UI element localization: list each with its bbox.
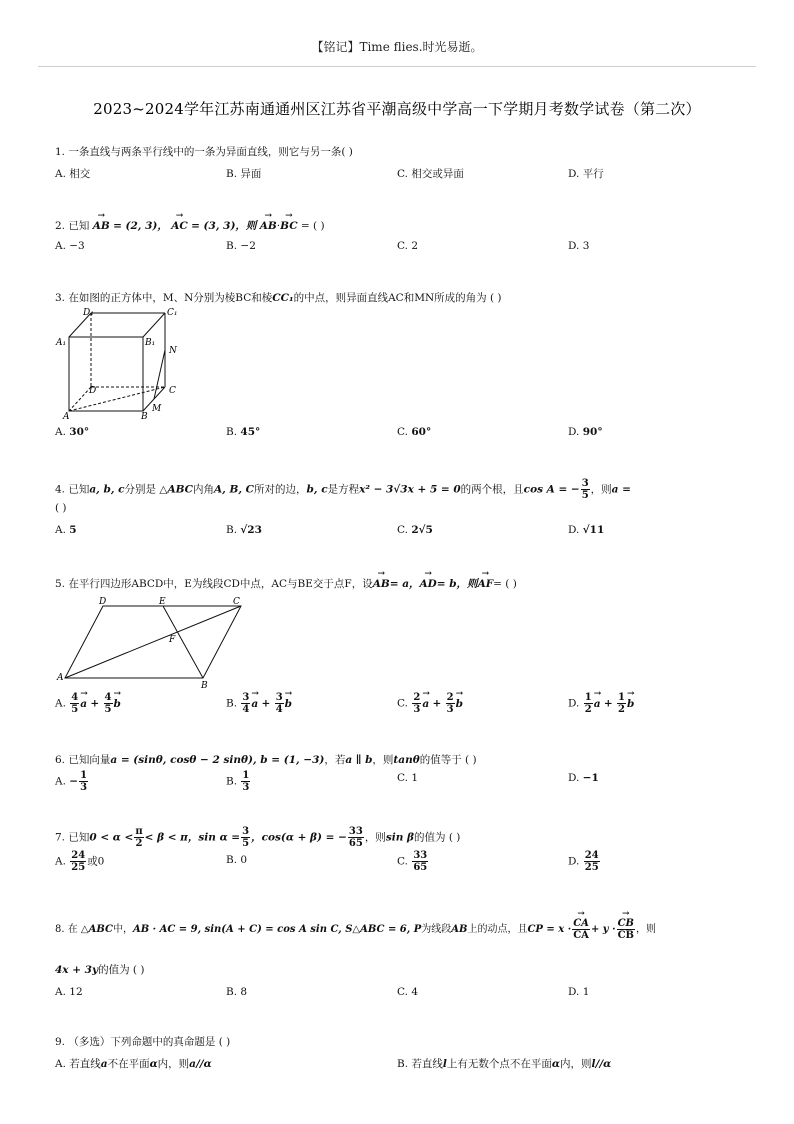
q7-s3: ，则 — [364, 831, 386, 844]
q3-option-a[interactable] — [55, 426, 89, 438]
q4-frac-den: 5 — [581, 490, 589, 501]
q8-option-d[interactable]: D. 1 — [568, 986, 590, 998]
q1-stem: 1. 一条直线与两条平行线中的一条为异面直线，则它与另一条( ) — [55, 146, 353, 158]
q3-a-label: A. — [55, 426, 66, 438]
q2-option-d[interactable]: D. 3 — [568, 240, 590, 252]
q5-b-frac1 — [241, 692, 250, 715]
q9-stem: 9. （多选）下列命题中的真命题是 ( ) — [55, 1036, 231, 1048]
q9-a-pre: A. 若直线 — [55, 1058, 101, 1070]
q4-frac-num: 3 — [581, 478, 589, 489]
q5-tail: = ( ) — [493, 578, 517, 590]
q6-a-frac — [79, 770, 88, 793]
q3-stem-text: 3. 在如图的正方体中，M、N分别为棱BC和棱 — [55, 292, 273, 304]
q2-option-b[interactable]: B. −2 — [226, 240, 256, 252]
q4-s2: 分别是 △ — [124, 483, 168, 496]
q8-s2: 中， — [112, 924, 133, 935]
q5-option-a[interactable] — [55, 692, 121, 715]
q3-c-value: 60° — [411, 426, 432, 438]
q5-vec-ab: → AB — [373, 578, 390, 590]
q8-plus: + y · — [590, 924, 616, 935]
header-divider — [38, 66, 756, 67]
q5-d-frac1-den: 2 — [584, 704, 592, 715]
q4-tri: ABC — [167, 483, 194, 496]
q5-a-frac1 — [70, 692, 79, 715]
q5-b-frac1-den: 4 — [242, 704, 250, 715]
q8-s3: 为线段 — [421, 924, 452, 935]
q3-c-label: C. — [397, 426, 408, 438]
q7-d-label: D. — [568, 855, 580, 868]
q4-c-label: C. — [397, 524, 408, 536]
q5-a-frac2 — [104, 692, 113, 715]
cube-label-c1: C₁ — [167, 308, 178, 318]
q5-c-vec-b: → b — [456, 698, 463, 710]
cube-label-b: B — [141, 412, 148, 422]
q7-sin-den: 5 — [242, 838, 250, 849]
q5-d-vec-a: → a — [594, 698, 601, 710]
q7-d-den: 25 — [584, 862, 599, 873]
cube-label-m: M — [152, 404, 162, 414]
q3-stem-text2: 的中点，则异面直线AC和MN所成的角为 ( ) — [293, 292, 502, 304]
para-label-f: F — [169, 635, 176, 645]
q5-c-frac1-den: 3 — [413, 704, 421, 715]
cube-label-d1: D₁ — [83, 308, 94, 318]
q8-s6: 的值为 ( ) — [98, 964, 145, 976]
q8-cb-num: → CB — [617, 918, 635, 930]
q7-option-c[interactable] — [397, 850, 429, 873]
q7-d-frac — [584, 850, 600, 873]
q4-option-b[interactable] — [226, 524, 262, 536]
q6-option-a[interactable] — [55, 770, 89, 793]
q7-cos-den: 65 — [348, 838, 363, 849]
q6-b-den: 3 — [242, 782, 250, 793]
q7-s4: 的值为 ( ) — [413, 831, 461, 844]
q5-b-frac2-num: 3 — [275, 692, 283, 703]
cube-label-n: N — [169, 346, 177, 356]
q5-c-label: C. — [397, 697, 408, 710]
q6-s2: ，若 — [324, 754, 346, 766]
q4-b-value: √23 — [240, 524, 262, 536]
q5-c-frac1 — [412, 692, 421, 715]
para-label-d: D — [99, 597, 107, 607]
q4-c-value: 2√5 — [411, 524, 433, 536]
q8-expr: 4x + 3y — [55, 964, 99, 976]
q6-a-label: A. — [55, 775, 66, 788]
q4-s5: 是方程 — [327, 483, 360, 496]
q5-c-frac2 — [446, 692, 455, 715]
q5-c-plus: + — [432, 697, 442, 710]
q4-a-label: A. — [55, 524, 66, 536]
q7-option-b[interactable]: B. 0 — [226, 854, 248, 866]
q7-pi-den: 2 — [135, 838, 143, 849]
q7-a-tail: 或0 — [87, 855, 105, 868]
q4-option-d[interactable] — [568, 524, 604, 536]
q9-a-m1: a — [100, 1058, 108, 1070]
q4-s6: 的两个根，且 — [460, 483, 524, 496]
q8-frac-cb — [617, 918, 635, 941]
page-header: 【铭记】Time flies.时光易逝。 — [311, 40, 483, 54]
q4-b-label: B. — [226, 524, 238, 536]
q6-vectors: a = (sinθ, cosθ − 2 sinθ), b = (1, −3) — [110, 754, 325, 766]
q5-a-frac2-num: 4 — [104, 692, 112, 703]
q7-sinb: sin β — [385, 831, 414, 844]
q7-cos-frac — [348, 826, 364, 849]
q8-tri: ABC — [88, 924, 113, 935]
q7-sin: sin α = — [198, 831, 241, 844]
q8-option-b[interactable]: B. 8 — [226, 986, 248, 998]
q5-a-frac2-den: 5 — [104, 704, 112, 715]
q9-b-mid: 上有无数个点不在平面 — [446, 1058, 552, 1070]
para-label-a: A — [57, 673, 64, 683]
q6-d-label: D. — [568, 772, 580, 784]
q7-cos-num: 33 — [348, 826, 363, 837]
q2-vec-dot1: → AB — [260, 220, 277, 232]
q5-d-frac2-num: 1 — [618, 692, 625, 703]
q1-option-b[interactable]: B. 异面 — [226, 168, 262, 180]
q5-d-frac2-den: 2 — [618, 704, 625, 715]
q8-cp: CP = x · — [527, 924, 572, 935]
q5-b-label: B. — [226, 697, 238, 710]
q5-c-frac2-den: 3 — [446, 704, 454, 715]
q5-stem — [55, 576, 517, 591]
q6-s1: 6. 已知向量 — [55, 754, 111, 766]
q5-a-vec-b: → b — [114, 698, 121, 710]
q5-b-frac2-den: 4 — [275, 704, 283, 715]
q6-parallel: a ∥ b — [345, 754, 373, 766]
q2-ac-val: = (3, 3)，则 — [191, 220, 257, 232]
q4-s1: 4. 已知 — [55, 483, 90, 496]
para-label-c: C — [233, 597, 240, 607]
q4-angs: A, B, C — [214, 483, 255, 496]
q4-s7: ，则 — [590, 483, 612, 496]
para-label-e: E — [159, 597, 166, 607]
q5-option-d[interactable] — [568, 692, 634, 715]
q8-ca-num: → CA — [572, 918, 590, 930]
q7-a-num: 24 — [71, 850, 86, 861]
q5-a-vec-a: → a — [80, 698, 87, 710]
q5-d-frac2 — [617, 692, 626, 715]
q7-a-label: A. — [55, 855, 66, 868]
q9-option-a[interactable] — [55, 1056, 212, 1071]
q5-d-vec-b: → b — [627, 698, 634, 710]
q5-d-frac1 — [584, 692, 593, 715]
q2-prefix: 2. 已知 — [55, 220, 90, 232]
q5-a-plus: + — [90, 697, 100, 710]
q3-cc1: CC₁ — [272, 292, 294, 304]
q7-pi-num: π — [135, 826, 143, 837]
q8-cond: AB · AC = 9, sin(A + C) = cos A sin C, S△ABC = 6, P — [132, 924, 422, 935]
cube-figure — [55, 303, 195, 423]
q4-paren: ( ) — [55, 502, 67, 514]
q5-b-vec-b: → b — [285, 698, 292, 710]
q6-s4: 的值等于 ( ) — [419, 754, 477, 766]
q7-pi-frac — [134, 826, 143, 849]
q7-cos: ，cos(α + β) = − — [251, 831, 347, 844]
q3-option-d[interactable] — [568, 426, 603, 438]
q7-cond2: < β < π， — [144, 831, 199, 844]
q6-b-label: B. — [226, 775, 238, 788]
q4-aeq: a = — [611, 483, 631, 496]
q9-b-m1: l — [442, 1058, 447, 1070]
q6-s3: ，则 — [372, 754, 394, 766]
q7-stem — [55, 826, 460, 849]
q5-ad-eq: = b，则 — [436, 578, 478, 590]
q9-b-pre: B. 若直线 — [397, 1058, 443, 1070]
q8-s4: 上的动点，且 — [467, 924, 528, 935]
q5-b-frac1-num: 3 — [242, 692, 250, 703]
q8-option-c[interactable]: C. 4 — [397, 986, 419, 998]
q7-cond1: 0 < α < — [89, 831, 134, 844]
q6-a-num: 1 — [80, 770, 88, 781]
parallelogram-figure — [55, 594, 255, 688]
q8-s5: ，则 — [636, 924, 656, 935]
q9-a-m3: a//α — [189, 1058, 212, 1070]
q6-option-b[interactable] — [226, 770, 251, 793]
q6-b-num: 1 — [242, 770, 250, 781]
cube-label-b1: B₁ — [145, 338, 156, 348]
q3-option-c[interactable] — [397, 426, 431, 438]
q4-d-label: D. — [568, 524, 580, 536]
para-label-b: B — [201, 681, 208, 688]
q5-vec-af: → AF — [478, 578, 494, 590]
q2-option-c[interactable]: C. 2 — [397, 240, 419, 252]
q4-option-c[interactable] — [397, 524, 433, 536]
q8-option-a[interactable]: A. 12 — [55, 986, 83, 998]
q7-a-frac — [70, 850, 86, 873]
q8-ca-den: CA — [573, 930, 589, 941]
q9-a-m2: α — [149, 1058, 158, 1070]
q5-ab-eq: = a， — [389, 578, 420, 590]
q5-b-plus: + — [261, 697, 271, 710]
q4-s3: 内角 — [193, 483, 215, 496]
q7-s1: 7. 已知 — [55, 831, 90, 844]
q2-vec-ac: → AC — [171, 220, 188, 232]
q2-tail: = ( ) — [300, 220, 325, 232]
exam-title: 2023~2024学年江苏南通通州区江苏省平潮高级中学高一下学期月考数学试卷（第二次） — [93, 100, 701, 118]
q9-option-b[interactable] — [397, 1056, 611, 1071]
q8-cb-den: CB — [617, 930, 634, 941]
q6-a-den: 3 — [80, 782, 88, 793]
q6-a-minus: − — [69, 775, 79, 788]
q5-s1: 5. 在平行四边形ABCD中，E为线段CD中点，AC与BE交于点F，设 — [55, 578, 373, 590]
q5-c-frac1-num: 2 — [413, 692, 421, 703]
q7-sin-num: 3 — [242, 826, 250, 837]
q3-d-label: D. — [568, 426, 580, 438]
cube-label-a1: A₁ — [56, 338, 67, 348]
q3-b-value: 45° — [240, 426, 261, 438]
q3-a-value: 30° — [69, 426, 90, 438]
q6-stem — [55, 752, 477, 767]
q5-b-frac2 — [275, 692, 284, 715]
q7-d-num: 24 — [584, 850, 599, 861]
q8-ab: AB — [451, 924, 468, 935]
q6-d-value: −1 — [582, 772, 599, 784]
q9-a-mid: 不在平面 — [107, 1058, 150, 1070]
q8-frac-ca — [572, 918, 590, 941]
q9-b-mid2: 内，则 — [560, 1058, 592, 1070]
q6-tan: tanθ — [393, 754, 420, 766]
q2-option-a[interactable]: A. −3 — [55, 240, 85, 252]
cube-label-d: D — [89, 386, 97, 396]
q4-stem — [55, 478, 631, 501]
q1-option-a[interactable]: A. 相交 — [55, 168, 91, 180]
q7-c-num: 33 — [413, 850, 428, 861]
q7-c-den: 65 — [413, 862, 428, 873]
cube-label-a: A — [63, 412, 70, 422]
q6-option-c[interactable]: C. 1 — [397, 772, 419, 784]
q5-d-label: D. — [568, 697, 580, 710]
q4-abc: a, b, c — [89, 483, 125, 496]
q4-equation: x² − 3√3x + 5 = 0 — [359, 483, 461, 496]
q4-cos: cos A = − — [523, 483, 580, 496]
q3-option-b[interactable] — [226, 426, 260, 438]
q7-option-a[interactable] — [55, 850, 104, 873]
q2-vec-ab: → AB — [93, 220, 110, 232]
q5-c-frac2-num: 2 — [446, 692, 454, 703]
q5-a-label: A. — [55, 697, 66, 710]
q5-vec-ad: → AD — [420, 578, 437, 590]
q4-option-a[interactable] — [55, 524, 77, 536]
q8-s1: 8. 在 △ — [55, 924, 89, 935]
q9-a-mid2: 内，则 — [157, 1058, 190, 1070]
q8-stem-line2 — [55, 962, 144, 977]
q5-d-plus: + — [603, 697, 613, 710]
q1-option-d[interactable]: D. 平行 — [568, 168, 604, 180]
q7-sin-frac — [241, 826, 250, 849]
q6-option-d[interactable] — [568, 772, 599, 784]
cube-label-c: C — [169, 386, 176, 396]
q2-ab-val: = (2, 3)， — [113, 220, 168, 232]
q5-a-frac1-num: 4 — [71, 692, 79, 703]
q4-s4: 所对的边， — [254, 483, 307, 496]
q5-d-frac1-num: 1 — [584, 692, 592, 703]
q3-d-value: 90° — [582, 426, 603, 438]
q5-c-vec-a: → a — [422, 698, 429, 710]
q7-a-den: 25 — [71, 862, 86, 873]
q5-option-c[interactable] — [397, 692, 463, 715]
q7-c-label: C. — [397, 855, 408, 868]
q4-d-value: √11 — [582, 524, 605, 536]
q7-option-d[interactable] — [568, 850, 601, 873]
q7-c-frac — [412, 850, 428, 873]
q2-vec-dot2: → BC — [280, 220, 297, 232]
q4-bc: b, c — [306, 483, 328, 496]
q5-b-vec-a: → a — [251, 698, 258, 710]
q5-a-frac1-den: 5 — [71, 704, 79, 715]
q4-frac — [581, 478, 590, 501]
q5-option-b[interactable] — [226, 692, 292, 715]
q8-stem — [55, 918, 656, 941]
q1-option-c[interactable]: C. 相交或异面 — [397, 168, 464, 180]
q9-b-m2: α — [551, 1058, 560, 1070]
q3-b-label: B. — [226, 426, 238, 438]
q6-b-frac — [241, 770, 250, 793]
q2-stem: 2. 已知 → AB = (2, 3)， → AC = (3, 3)，则 → AB·→ BC = ( ) — [55, 218, 325, 233]
q4-a-value: 5 — [69, 524, 77, 536]
q9-b-m3: l//α — [591, 1058, 612, 1070]
